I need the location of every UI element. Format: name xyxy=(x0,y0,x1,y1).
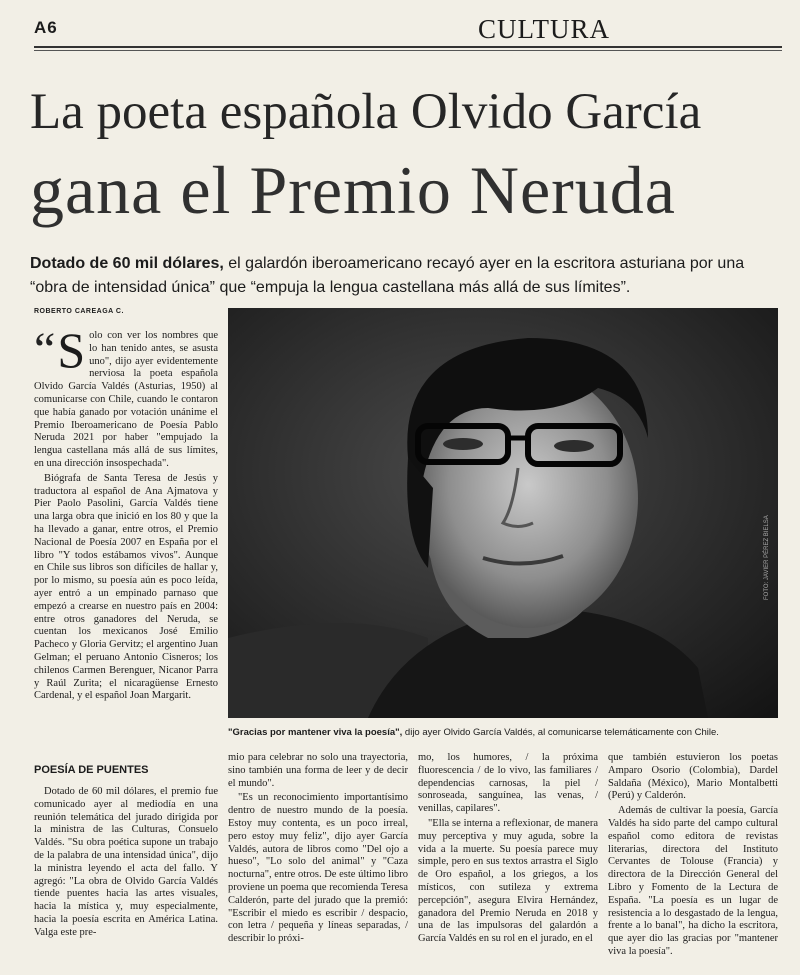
caption-quote: "Gracias por mantener viva la poesía", xyxy=(228,727,403,738)
paragraph: "Es un reconocimiento importantísimo dentro de nuestro mundo de la poesía. Estoy muy contenta, es un poco irreal, pero estoy muy feliz", dijo ayer García Valdés, autora de libros como "Del ojo a hueso", "Lo solo del animal" y "Caza nocturna", entre otros. De este último libro proviene un poema que recomienda Teresa Calderón, parte del jurado que la premió: "Escribir el miedo es escribir / despacio, con letra / pequeña y líneas separadas, / describir lo próxi- xyxy=(228,792,408,945)
section-title: CULTURA xyxy=(478,14,611,44)
byline: ROBERTO CAREAGA C. xyxy=(34,308,124,315)
deck-text: el galardón iberoamericano recayó ayer en la escritora asturiana por una “obra de intensidad única” que “empuja la lengua castellana más allá de sus límites”. xyxy=(30,255,745,296)
paragraph: mio para celebrar no solo una trayectoria, sino también una forma de leer y de decir el mundo". xyxy=(228,752,408,789)
paragraph: Biógrafa de Santa Teresa de Jesús y traductora al español de Ana Ajmatova y Pier Paolo Pasolini, García Valdés tiene una larga obra que inició en los 80 y que la ha llevado a ganar, entre otros, el Premio Nacional de Poesía 2007 en España por el libro "Y todos estábamos vivos". Aunque en Chile sus libros son difíciles de hallar y, por lo mismo, su poesía aún es poco leída, ayer entró a un empinado parnaso que empezó a crearse en nuestro país en 2004: entre otros ganadores del Neruda, se cuentan los mexicanos José Emilio Pacheco y Gloria Gervitz; el argentino Juan Gelman; el peruano Antonio Cisneros; los chilenos Carmen Berenguer, Nicanor Parra y Raúl Zurita; el nicaragüense Ernesto Cardenal, y el español Joan Margarit. xyxy=(34,472,218,702)
paragraph: Además de cultivar la poesía, García Valdés ha sido parte del campo cultural español como editora de revistas literarias, directora del Instituto Cervantes de Tolouse (Francia) y directora de la Dirección General del Libro y Fomento de la Lectura de España. "La poesía es un lugar de resistencia a lo desgastado de la lengua, frente a lo banal", ha dicho la escritora, que ayer dio las gracias por "mantener viva la poesía". xyxy=(608,805,778,957)
paragraph: "Ella se interna a reflexionar, de manera muy perceptiva y muy aguda, sobre la vida a la muerte. Su poesía parece muy simple, pero en sus textos arrastra el Siglo de Oro español, a los griegos, a los místicos, con sutileza y extrema percepción", asegura Elvira Hernández, ganadora del Premio Neruda en 2018 y una de las impulsoras del galardón a García Valdés en su rol en el jurado, en el xyxy=(418,817,598,945)
article-column-2 xyxy=(228,752,408,967)
article-column-3 xyxy=(418,752,598,967)
paragraph: Dotado de 60 mil dólares, el premio fue comunicado ayer al mediodía en una reunión telemática del jurado dirigida por la ministra de las Culturas, Consuelo Valdés. "Su obra poética supone un trabajo de la palabra de una intensidad única", dijo la ministra leyendo el acta del fallo. Y agregó: "La obra de Olvido García Valdés tiende puentes hacia las artes visuales, hacia la mística y, muy especialmente, hacia la poesía escrita en América Latina. Valga este pre- xyxy=(34,786,218,938)
paragraph: que también estuvieron los poetas Amparo Osorio (Colombia), Dardel Saldaña (México), Mario Montalbetti (Perú) y Calderón. xyxy=(608,752,778,802)
article-column-4 xyxy=(608,752,778,967)
header-rule-thin xyxy=(34,50,782,51)
drop-cap: S xyxy=(57,330,86,378)
article-column-1-continued xyxy=(34,786,218,966)
deck-lead: Dotado de 60 mil dólares, xyxy=(30,255,224,272)
photo-caption xyxy=(228,726,788,739)
paragraph: mo, los humores, / la próxima fluorescencia / de lo vivo, las familiares / dependencias carnosas, la piel / sonroseada, sanguínea, las venas, / venillas, capilares". xyxy=(418,752,598,815)
author-photo xyxy=(228,308,778,718)
photo-credit: FOTO: JAVIER PÉREZ BIELSA xyxy=(764,515,770,600)
portrait-illustration xyxy=(228,308,778,718)
opening-quote-mark: “ xyxy=(34,330,56,376)
header-rule xyxy=(34,46,782,48)
headline-line-1: La poeta española Olvido García xyxy=(30,84,702,140)
page-number: A6 xyxy=(34,18,58,37)
headline-line-2: gana el Premio Neruda xyxy=(30,152,676,228)
caption-text: dijo ayer Olvido García Valdés, al comunicarse telemáticamente con Chile. xyxy=(402,727,719,738)
subheading: POESÍA DE PUENTES xyxy=(34,764,149,776)
paragraph: olo con ver los nombres que lo han tenido antes, se asusta uno", dijo ayer evidentemente nerviosa la poeta española Olvido García Valdés (Asturias, 1950) al comunicarse con Chile, cuando le contaron que había ganado por votación unánime el Premio Iberoamericano de Poesía Pablo Neruda 2021 por haber "empujado la lengua castellana más allá de sus límites, en una dirección insospechada". xyxy=(34,330,218,469)
deck xyxy=(30,252,774,300)
article-column-1 xyxy=(34,330,218,740)
